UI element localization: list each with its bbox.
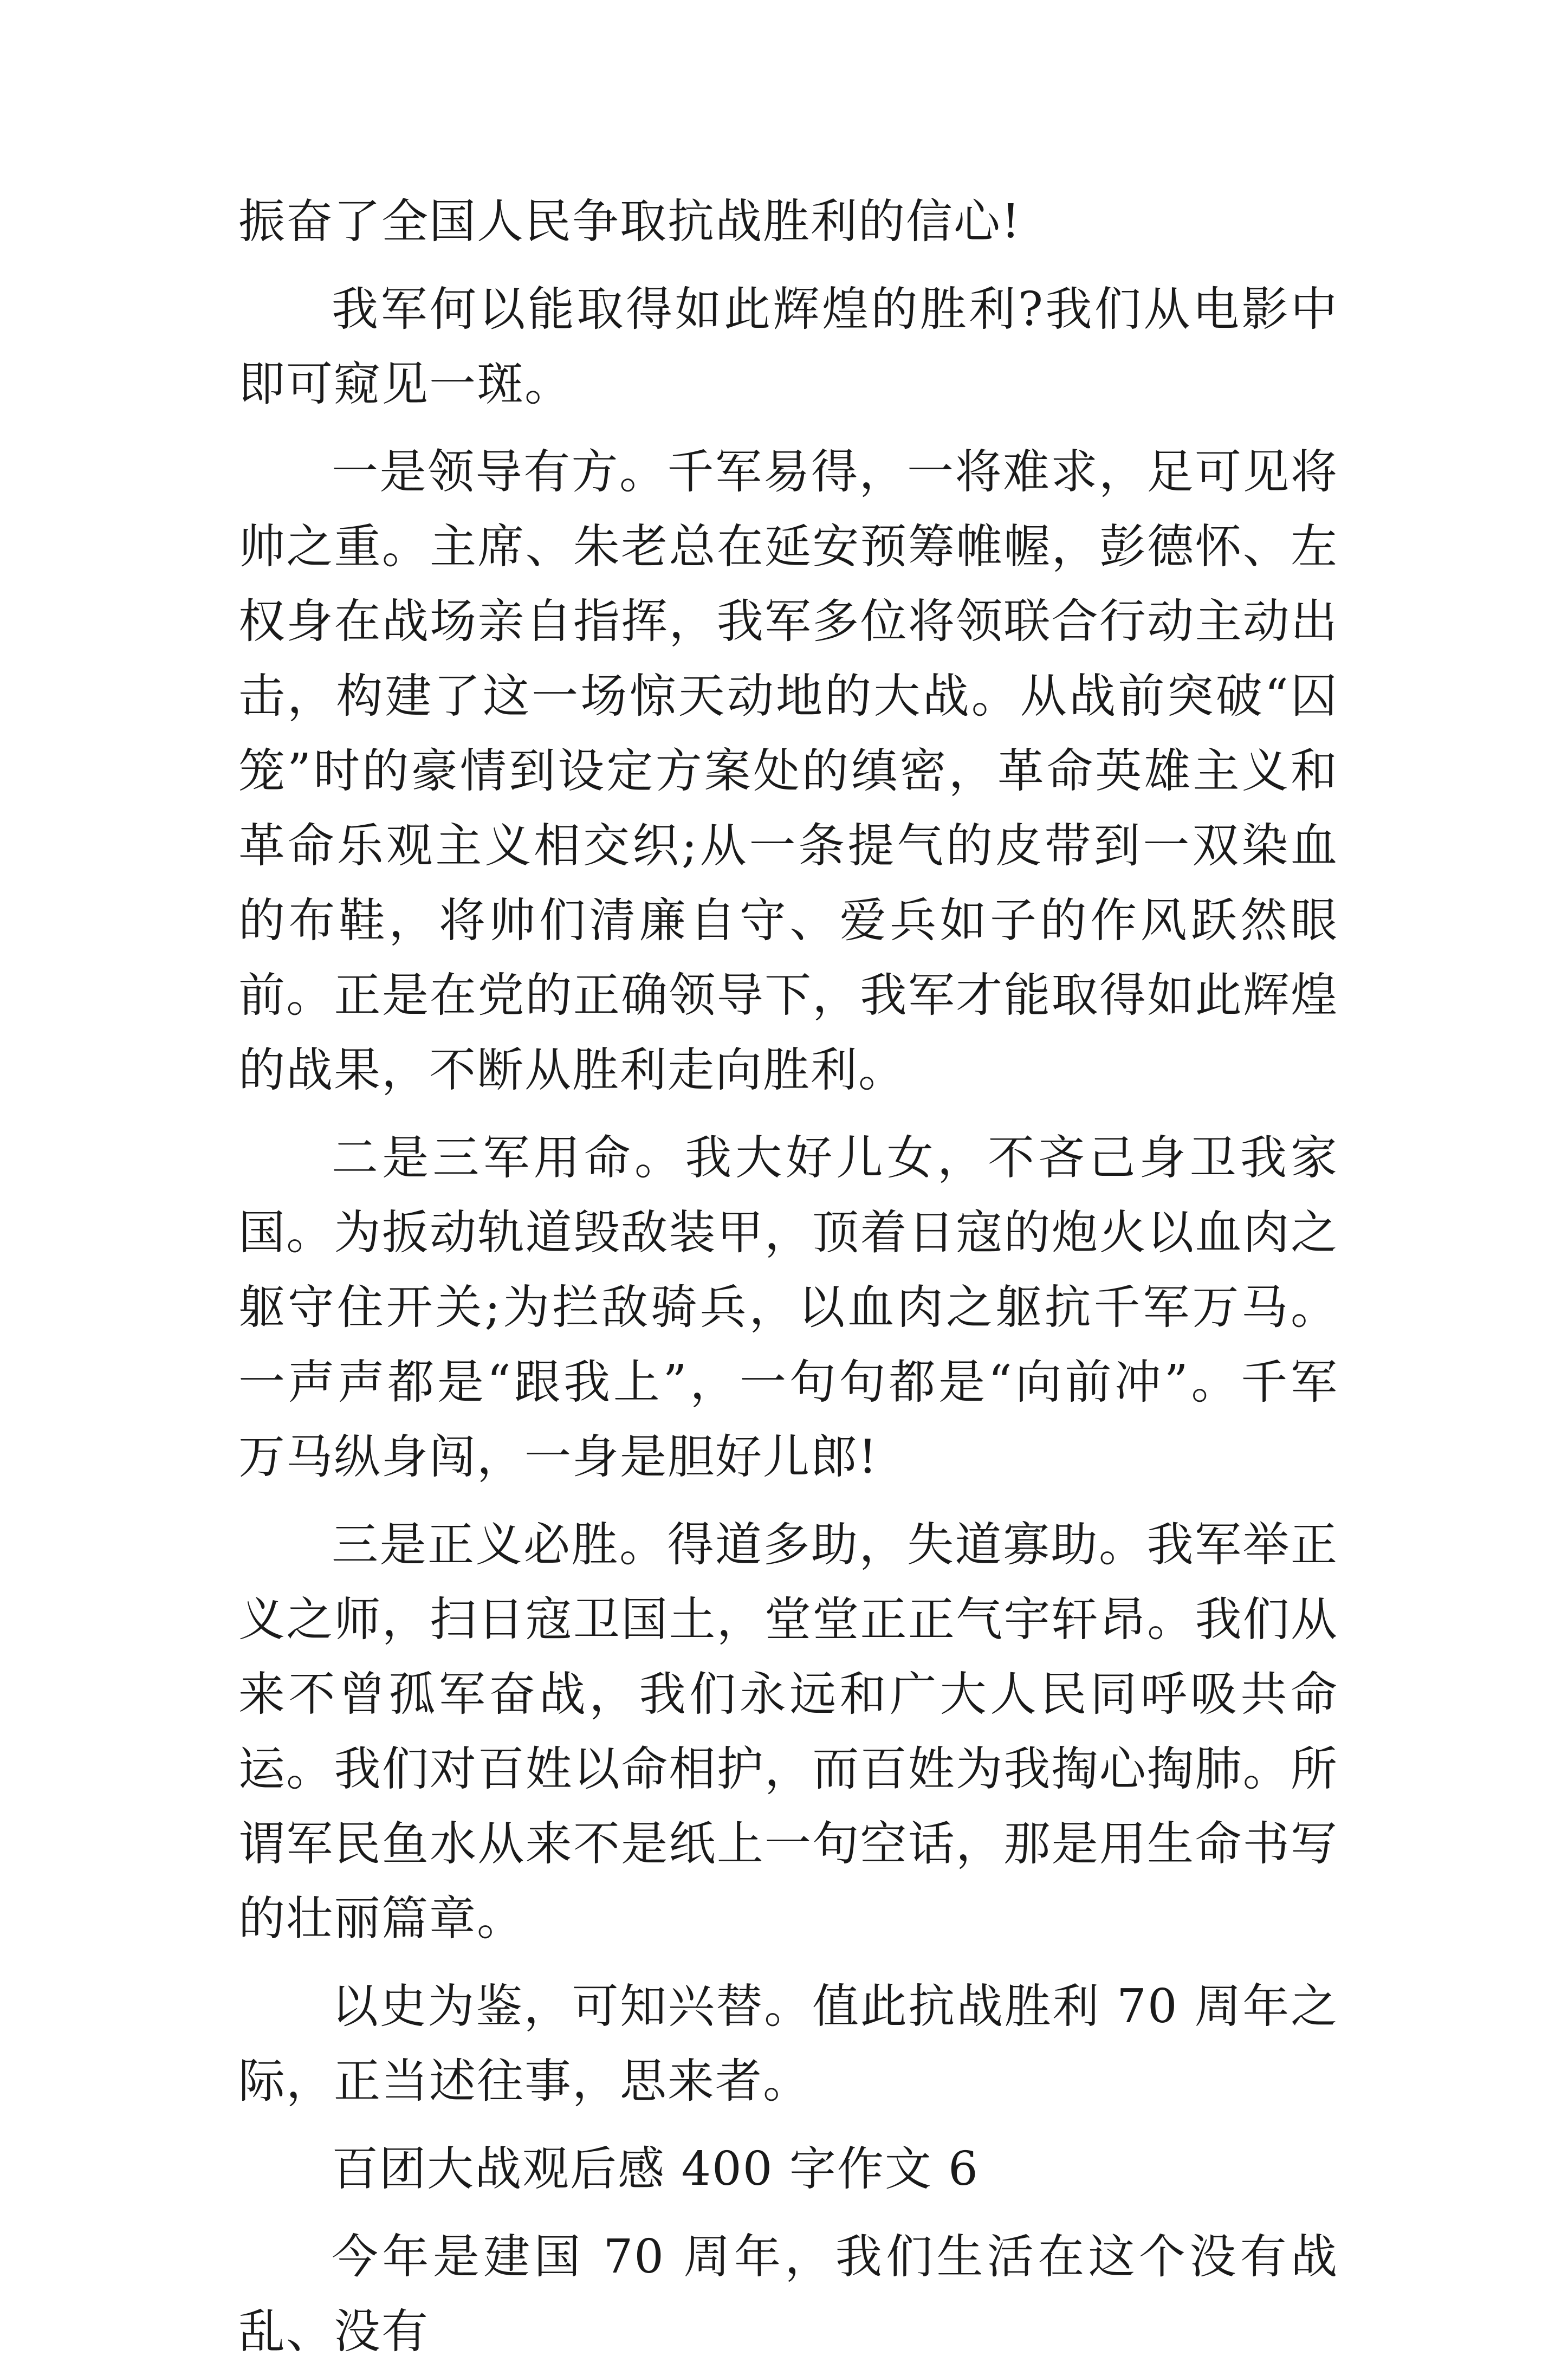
paragraph-next-essay: 今年是建国 70 周年，我们生活在这个没有战乱、没有 xyxy=(238,2230,1338,2359)
paragraph-continuation: 振奋了全国人民争取抗战胜利的信心! xyxy=(238,195,1021,249)
paragraph-justice: 三是正义必胜。得道多助，失道寡助。我军举正义之师，扫日寇卫国土，堂堂正正气宇轩昂。我们从来不曾孤军奋战，我们永远和广大人民同呼吸共命运。我们对百姓以命相护，而百姓为我掏心掏肺。所谓军民鱼水从来不是纸上一句空话，那是用生命书写的壮丽篇章。 xyxy=(238,1518,1338,1946)
paragraph-leadership: 一是领导有方。千军易得，一将难求，足可见将帅之重。主席、朱老总在延安预筹帷幄，彭德怀、左权身在战场亲自指挥，我军多位将领联合行动主动出击，构建了这一场惊天动地的大战。从战前突破“囚笼”时的豪情到设定方案处的缜密，革命英雄主义和革命乐观主义相交织;从一条提气的皮带到一双染血的布鞋，将帅们清廉自守、爱兵如子的作风跃然眼前。正是在党的正确领导下，我军才能取得如此辉煌的战果，不断从胜利走向胜利。 xyxy=(238,445,1338,1097)
paragraph-history: 以史为鉴，可知兴替。值此抗战胜利 70 周年之际，正当述往事，思来者。 xyxy=(238,1979,1338,2108)
document-body xyxy=(238,184,1338,2369)
paragraph-army: 二是三军用命。我大好儿女，不吝己身卫我家国。为扳动轨道毁敌装甲，顶着日寇的炮火以血肉之躯守住开关;为拦敌骑兵，以血肉之躯抗千军万马。一声声都是“跟我上”，一句句都是“向前冲”。千军万马纵身闯，一身是胆好儿郎! xyxy=(238,1131,1338,1484)
section-heading: 百团大战观后感 400 字作文 6 xyxy=(332,2142,979,2196)
paragraph-question: 我军何以能取得如此辉煌的胜利?我们从电影中即可窥见一斑。 xyxy=(238,282,1338,411)
